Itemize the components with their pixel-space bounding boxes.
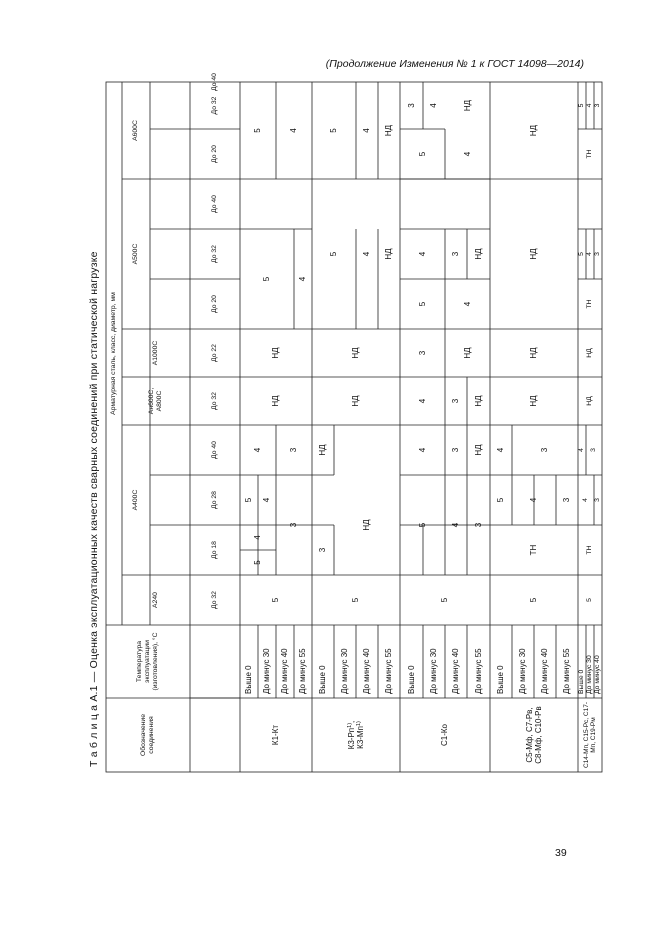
value-cell: НД <box>462 99 472 112</box>
value-cell: 4 <box>496 447 506 453</box>
temp-cell: До минус 55 <box>473 648 483 694</box>
value-cell: 4 <box>417 251 427 257</box>
value-cell: 4 <box>253 535 263 540</box>
class-a240: А240 <box>152 592 160 608</box>
value-cell: 5 <box>578 103 586 108</box>
temp-cell: До минус 40 <box>594 655 602 694</box>
value-cell: 3 <box>594 103 602 108</box>
temp-cell: До минус 30 <box>262 648 272 694</box>
value-cell: НД <box>586 396 594 406</box>
value-cell: 5 <box>417 301 427 307</box>
temp-cell: Выше 0 <box>406 665 416 694</box>
value-cell: НД <box>529 347 539 359</box>
group-name-1: К1-Кт <box>271 724 281 746</box>
value-cell: 4 <box>529 497 539 503</box>
value-cell: 4 <box>462 301 472 307</box>
value-cell: НД <box>351 347 361 359</box>
class-an600c-a800c: Ан600С, А800С <box>148 387 163 415</box>
value-cell: 3 <box>594 498 602 502</box>
value-cell: 4 <box>362 251 372 257</box>
value-cell: 4 <box>451 522 461 528</box>
temp-cell: До минус 30 <box>340 648 350 694</box>
value-cell: 5 <box>440 597 450 603</box>
class-a1000c: А1000С <box>152 340 160 366</box>
temp-cell: Выше 0 <box>578 669 586 694</box>
value-cell: 4 <box>586 252 594 256</box>
value-cell: 4 <box>429 103 439 108</box>
temp-cell: Выше 0 <box>244 665 254 694</box>
value-cell: 3 <box>451 447 461 453</box>
value-cell: 5 <box>329 128 339 133</box>
dia-a1000-22: До 22 <box>211 344 219 362</box>
page-header: (Продолжение Изменения № 1 к ГОСТ 14098—2014) <box>325 58 584 70</box>
value-cell: 4 <box>417 447 427 453</box>
temp-cell: Выше 0 <box>318 665 328 694</box>
value-cell: 3 <box>473 522 483 528</box>
value-cell: НД <box>586 348 594 358</box>
group-name-2: $К3-Рп^{1)}$, $К3-Мп^{1)}$ <box>346 720 365 750</box>
temp-cell: До минус 40 <box>280 648 290 694</box>
temp-cell: До минус 55 <box>384 648 394 694</box>
value-cell: 5 <box>417 522 427 528</box>
value-cell: 5 <box>244 497 254 503</box>
temp-cell: Выше 0 <box>496 665 506 694</box>
value-cell: 3 <box>590 448 598 452</box>
value-cell: 3 <box>451 398 461 404</box>
value-cell: 3 <box>289 522 299 528</box>
value-cell: НД <box>462 347 472 359</box>
class-a600c: А600С <box>132 120 140 141</box>
value-cell: 4 <box>262 497 272 503</box>
value-cell: 4 <box>582 498 590 502</box>
temp-cell: До минус 40 <box>362 648 372 694</box>
value-cell: НД <box>271 395 281 407</box>
value-cell: 4 <box>253 447 263 453</box>
value-cell: 5 <box>271 597 281 603</box>
value-cell: НД <box>473 444 483 456</box>
value-cell: 4 <box>298 276 308 282</box>
value-cell: 5 <box>253 128 263 133</box>
value-cell: НД <box>318 444 328 456</box>
class-a400c: А400С <box>132 489 140 511</box>
value-cell: НД <box>384 248 394 260</box>
value-cell: 3 <box>318 547 328 553</box>
value-cell: 3 <box>451 251 461 257</box>
dia-a600-20: До 20 <box>211 145 219 163</box>
value-cell: НД <box>271 347 281 359</box>
value-cell: 3 <box>406 103 416 108</box>
value-cell: НД <box>473 248 483 260</box>
value-cell: НД <box>529 248 539 260</box>
value-cell: ТН <box>586 299 594 309</box>
value-cell: НД <box>351 395 361 407</box>
temp-cell: До минус 30 <box>429 648 439 694</box>
value-cell: 5 <box>329 251 339 257</box>
value-cell: 3 <box>594 252 602 256</box>
value-cell: 5 <box>417 151 427 157</box>
dia-a800-32: До 32 <box>211 392 219 410</box>
dia-a500-20: До 20 <box>211 295 219 313</box>
value-cell: НД <box>529 124 539 137</box>
designation-header: Обозначение соединения <box>140 713 155 757</box>
dia-a400-28: До 28 <box>211 491 219 509</box>
temp-cell: До минус 55 <box>562 648 572 694</box>
dia-a600-32: До 32 <box>211 96 219 115</box>
temp-cell: До минус 55 <box>298 648 308 694</box>
temp-cell: До минус 40 <box>540 648 550 694</box>
value-cell: 4 <box>462 151 472 157</box>
value-cell: 3 <box>289 447 299 453</box>
value-cell: 3 <box>562 497 572 503</box>
evaluation-table: Обозначение соединения Температура эксплуатации (изготовления), °С Арматурная сталь, класс, диаметр, мм А240 А400С Ан600С, А800С А1000С А500С А600С До 32 До 18 До 28 До 40 До 32 До 22 До 20 До 32 До 40 До 20 До 32 До 40 К1-Кт $К3-Рп^{1)}$, $К3-Мп^{1)}$ С1-Ко С5-Мф, С7-Рв, С8-Мф, С10-Рв С14-Мп, С15-Рс, С17-Мп, С19-Рм Выше 0 До минус 30 До минус 40 До минус 55 Выше 0 До минус 30 До минус 40 До минус 55 Выше 0 До минус 30 До минус 40 До минус 55 Выше 0 До минус 30 До минус 40 До минус 55 Выше 0 До минус 30 До минус 40 5 5 4 5 4 3 4 3 НД НД 5 4 5 4 5 3 НД НД НД НД 5 4 НД 5 4 НД 5 5 4 3 4 3 НД 4 3 НД 3 НД 5 4 4 3 НД 5 4 3 4 НД 5 ТН 5 4 3 4 3 НД НД НД НД 5 ТН 4 3 4 3 НД НД ТН 5 4 3 ТН 5 4 3 <box>106 82 602 772</box>
value-cell: 3 <box>540 447 550 453</box>
dia-a500-32: До 32 <box>211 245 219 263</box>
value-cell: 5 <box>496 497 506 503</box>
value-cell: 4 <box>417 398 427 404</box>
value-cell: ТН <box>586 149 594 159</box>
class-a500c: А500С <box>132 243 140 265</box>
group-name-3: С1-Ко <box>440 724 450 746</box>
value-cell: ТН <box>586 545 594 555</box>
dia-a400-18: До 18 <box>211 541 219 559</box>
dia-a400-40: До 40 <box>211 441 219 459</box>
value-cell: 5 <box>351 597 361 603</box>
temp-cell: До минус 30 <box>518 648 528 694</box>
value-cell: НД <box>473 395 483 407</box>
value-cell: 4 <box>289 128 299 133</box>
dia-a240-32: До 32 <box>211 591 219 609</box>
value-cell: 5 <box>578 252 586 256</box>
value-cell: НД <box>362 519 372 531</box>
value-cell: 5 <box>586 598 594 602</box>
value-cell: 4 <box>586 103 594 108</box>
group-name-5: С14-Мп, С15-Рс, С17-Мп, С19-Рм <box>582 701 597 768</box>
value-cell: НД <box>384 124 394 137</box>
temperature-header: Температура эксплуатации (изготовления), °С <box>136 632 159 691</box>
page-number: 39 <box>555 847 567 859</box>
value-cell: 3 <box>417 350 427 356</box>
value-cell: ТН <box>529 544 539 556</box>
value-cell: 5 <box>529 597 539 603</box>
temp-cell: До минус 40 <box>451 648 461 694</box>
steel-group-header: Арматурная сталь, класс, диаметр, мм <box>110 292 118 415</box>
table-caption: Т а б л и ц а А.1 — Оценка эксплуатационных качеств сварных соединений при статической нагрузке <box>88 251 100 767</box>
dia-a500-40: До 40 <box>211 195 219 213</box>
value-cell: 4 <box>362 128 372 133</box>
value-cell: 5 <box>253 560 263 565</box>
value-cell: 5 <box>262 276 272 282</box>
temp-cell: До минус 30 <box>586 655 594 694</box>
value-cell: НД <box>529 395 539 407</box>
group-name-4: С5-Мф, С7-Рв, С8-Мф, С10-Рв <box>524 706 543 764</box>
value-cell: 4 <box>578 448 586 452</box>
